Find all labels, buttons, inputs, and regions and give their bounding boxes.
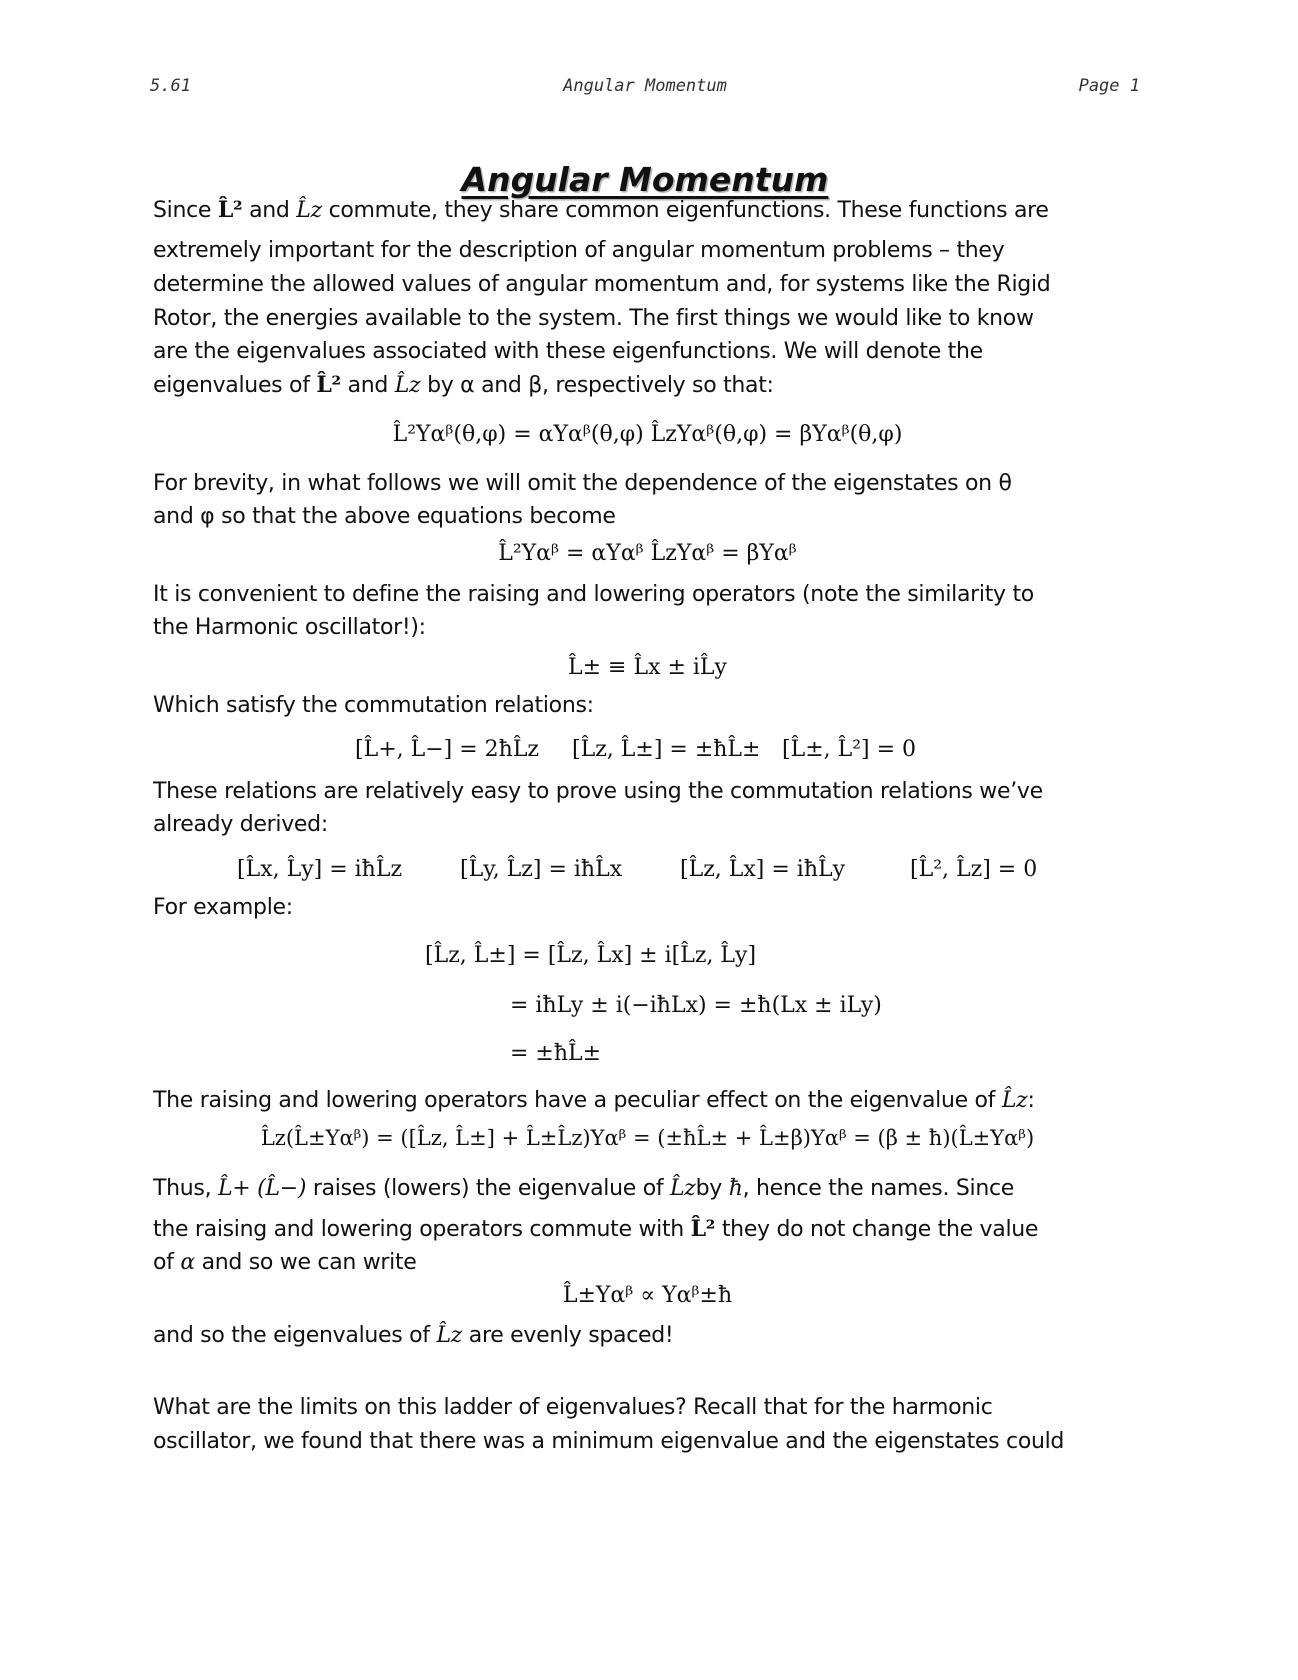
header-course: 5.61	[150, 76, 191, 96]
equation-commutator: [L̂x, L̂y] = iħL̂z	[237, 857, 403, 882]
equation-commutator: [L̂z, L̂x] = iħL̂y	[680, 857, 846, 882]
text-line: It is convenient to define the raising and lowering operators (note the similarity to	[153, 582, 1034, 607]
equation-eigenvalues-full: L̂²Yαᵝ(θ,φ) = αYαᵝ(θ,φ) L̂zYαᵝ(θ,φ) = βYαᵝ(θ,φ)	[392, 422, 903, 447]
text-segment: by	[695, 1176, 722, 1201]
text-segment: and	[249, 198, 290, 223]
text-line: Rotor, the energies available to the system. The first things we would like to know	[153, 306, 1034, 331]
equation-commutator: [L̂±, L̂²] = 0	[782, 737, 917, 762]
text-line: For example:	[153, 895, 293, 920]
equation-proportionality: L̂±Yαᵝ ∝ Yαᵝ±ħ	[562, 1283, 733, 1308]
equation-commutator: [L̂+, L̂−] = 2ħL̂z	[355, 737, 540, 762]
text-line	[153, 1245, 1143, 1280]
text-segment: of	[153, 1250, 174, 1275]
math-symbol: L̂z	[436, 1323, 463, 1348]
text-line	[153, 1171, 1143, 1206]
text-line	[153, 1083, 1143, 1118]
text-segment: eigenvalues of	[153, 373, 310, 398]
text-segment: Thus,	[153, 1176, 212, 1201]
math-symbol: L̂²	[217, 197, 243, 223]
text-segment: they do not change the value	[721, 1217, 1039, 1242]
equation-commutator: [L̂z, L̂±] = ±ħL̂±	[572, 737, 761, 762]
equation-raising-effect: L̂z(L̂±Yαᵝ) = ([L̂z, L̂±] + L̂±L̂z)Yαᵝ = (±ħL̂± + L̂±β)Yαᵝ = (β ± ħ)(L̂±Yαᵝ)	[260, 1126, 1035, 1150]
text-line: are the eigenvalues associated with these eigenfunctions. We will denote the	[153, 339, 983, 364]
equation-example-step: = iħLy ± i(−iħLx) = ±ħ(Lx ± iLy)	[510, 993, 882, 1018]
equation-commutator: [L̂y, L̂z] = iħL̂x	[460, 857, 623, 882]
header-title: Angular Momentum	[563, 76, 727, 96]
text-segment: by α and β, respectively so that:	[427, 373, 774, 398]
equation-commutator: [L̂², L̂z] = 0	[910, 857, 1038, 882]
equation-ladder-definition: L̂± ≡ L̂x ± iL̂y	[568, 655, 727, 680]
equation-example-step: = ±ħL̂±	[510, 1041, 602, 1066]
text-segment: commute, they share common eigenfunctions. These functions are	[328, 198, 1049, 223]
text-line	[153, 368, 1143, 403]
text-line	[153, 193, 1143, 228]
header-page-number: Page 1	[1078, 76, 1140, 96]
text-line: What are the limits on this ladder of eigenvalues? Recall that for the harmonic	[153, 1395, 993, 1420]
text-segment: The raising and lowering operators have a peculiar effect on the eigenvalue of	[153, 1088, 996, 1113]
text-segment: and so the eigenvalues of	[153, 1323, 430, 1348]
math-symbol: L̂+	[217, 1176, 251, 1201]
text-line: the Harmonic oscillator!):	[153, 615, 426, 640]
math-symbol: L̂²	[316, 372, 341, 398]
text-segment: raises (lowers) the eigenvalue of	[312, 1176, 664, 1201]
math-symbol: L̂z	[394, 373, 421, 398]
math-symbol: L̂z	[670, 1176, 696, 1201]
math-symbol: L̂z	[1001, 1088, 1028, 1113]
math-symbol: (L̂−)	[257, 1176, 307, 1201]
text-line: extremely important for the description of angular momentum problems – they	[153, 238, 1005, 263]
text-segment: and so we can write	[201, 1250, 417, 1275]
text-segment: and	[347, 373, 389, 398]
text-segment: are evenly spaced!	[468, 1323, 674, 1348]
text-line: These relations are relatively easy to prove using the commutation relations we’ve	[153, 779, 1043, 804]
text-segment: the raising and lowering operators commute with	[153, 1217, 684, 1242]
math-symbol: L̂z	[296, 198, 322, 223]
text-line: Which satisfy the commutation relations:	[153, 693, 594, 718]
text-segment: Since	[153, 198, 212, 223]
math-symbol: α	[180, 1250, 195, 1275]
text-line: determine the allowed values of angular momentum and, for systems like the Rigid	[153, 272, 1051, 297]
text-line: oscillator, we found that there was a minimum eigenvalue and the eigenstates could	[153, 1429, 1065, 1454]
text-line: For brevity, in what follows we will omit the dependence of the eigenstates on θ	[153, 471, 1012, 496]
text-segment: :	[1027, 1088, 1035, 1113]
math-symbol: ħ	[728, 1176, 743, 1201]
text-line	[153, 1212, 1143, 1247]
text-line: and φ so that the above equations become	[153, 504, 616, 529]
text-line: already derived:	[153, 812, 328, 837]
equation-eigenvalues-short: L̂²Yαᵝ = αYαᵝ L̂zYαᵝ = βYαᵝ	[498, 541, 797, 566]
page-title: Angular Momentum	[461, 160, 829, 199]
text-segment: , hence the names. Since	[742, 1176, 1014, 1201]
math-symbol: L̂²	[690, 1216, 716, 1242]
text-line	[153, 1318, 1143, 1353]
equation-example-step: [L̂z, L̂±] = [L̂z, L̂x] ± i[L̂z, L̂y]	[425, 943, 757, 968]
running-header	[150, 76, 1140, 100]
